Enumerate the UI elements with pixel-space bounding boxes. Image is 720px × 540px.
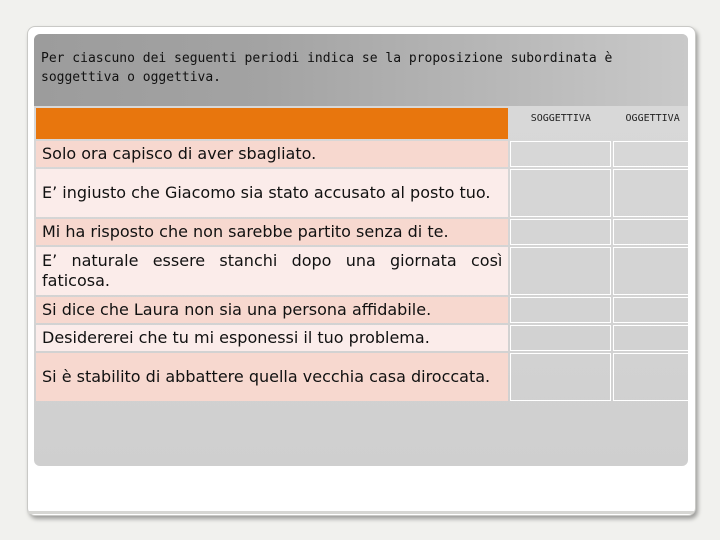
sentence-cell: Mi ha risposto che non sarebbe partito senza di te.	[36, 219, 508, 245]
soggettiva-answer-cell[interactable]	[510, 247, 611, 295]
sentence-cell: E’ naturale essere stanchi dopo una giornata così faticosa.	[36, 247, 508, 295]
soggettiva-answer-cell[interactable]	[510, 141, 611, 167]
sentence-cell: Si dice che Laura non sia una persona affidabile.	[36, 297, 508, 323]
header-soggettiva: SOGGETTIVA	[530, 113, 591, 124]
table-row	[36, 247, 692, 295]
header-oggettiva: OGGETTIVA	[625, 113, 680, 124]
soggettiva-answer-cell[interactable]	[510, 325, 611, 351]
table-row	[36, 325, 692, 351]
oggettiva-answer-cell[interactable]	[613, 353, 692, 401]
table-header-row	[36, 108, 692, 139]
sentence-cell: Solo ora capisco di aver sbagliato.	[36, 141, 508, 167]
soggettiva-answer-cell[interactable]	[510, 353, 611, 401]
soggettiva-answer-cell[interactable]	[510, 219, 611, 245]
soggettiva-answer-cell[interactable]	[510, 297, 611, 323]
slide-bottom-edge	[27, 511, 694, 514]
table-row	[36, 219, 692, 245]
oggettiva-answer-cell[interactable]	[613, 247, 692, 295]
oggettiva-answer-cell[interactable]	[613, 219, 692, 245]
oggettiva-answer-cell[interactable]	[613, 325, 692, 351]
exercise-table	[34, 106, 694, 403]
soggettiva-answer-cell[interactable]	[510, 169, 611, 217]
header-sentence-cell	[36, 108, 508, 139]
instructions-text: Per ciascuno dei seguenti periodi indica se la proposizione subordinata è soggettiva o oggettiva.	[41, 51, 613, 85]
sentence-cell: Desidererei che tu mi esponessi il tuo problema.	[36, 325, 508, 351]
sentence-cell: E’ ingiusto che Giacomo sia stato accusato al posto tuo.	[36, 169, 508, 217]
oggettiva-answer-cell[interactable]	[613, 169, 692, 217]
oggettiva-answer-cell[interactable]	[613, 141, 692, 167]
table-row	[36, 169, 692, 217]
oggettiva-answer-cell[interactable]	[613, 297, 692, 323]
table-row	[36, 297, 692, 323]
table-row	[36, 141, 692, 167]
table-row	[36, 353, 692, 401]
sentence-cell: Si è stabilito di abbattere quella vecchia casa diroccata.	[36, 353, 508, 401]
